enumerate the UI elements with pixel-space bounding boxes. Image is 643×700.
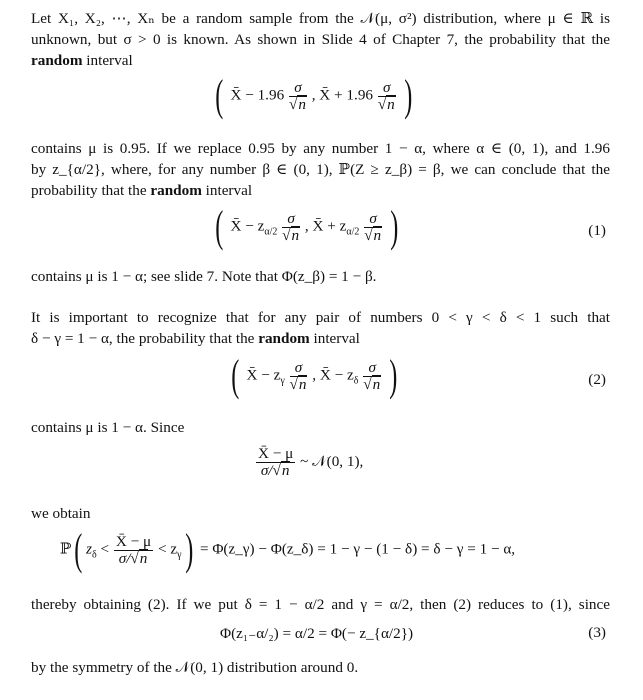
eq1-sub2: α/2 [346,226,360,238]
left-paren: ( [231,351,240,400]
prob-symbol: ℙ [60,540,72,558]
equation-tag-3: (3) [588,624,606,641]
eq2-sub2: δ [353,375,359,387]
interval-equation-2 [228,351,401,400]
eq4-lead: z [86,540,92,558]
eq1-mid: , X̄ + z [304,217,347,235]
radicand: n [291,226,300,244]
sigma-over-root-n [290,360,308,393]
para4-line-2 [31,328,610,349]
para4-line-1: It is important to recognize that for any pair of numbers 0 < γ < δ < 1 such that [31,309,610,326]
left-paren: ( [74,525,83,574]
radicand: n [387,95,395,113]
para7: thereby obtaining (2). If we put δ = 1 − α/2 and γ = α/2, then (2) reduces to (1), since [31,596,610,613]
para4-line-2-a: δ − γ = 1 − α, the probability that the [31,330,259,347]
eq1-lead: X̄ − z [230,217,265,235]
radicand: n [372,375,381,393]
para2-line-1: contains μ is 0.95. If we replace 0.95 by any number 1 − α, where α ∈ (0, 1), and 1.96 [31,140,610,157]
symmetry-equation: Φ(z₁₋α/₂) = α/2 = Φ(− z_{α/2}) [220,625,414,642]
frac-den: σ/√n [260,462,290,479]
bold-random-2: random [150,182,202,199]
radicand: n [281,462,290,479]
frac-den: √n [282,226,300,244]
para2-line-3 [31,180,610,201]
frac-num: σ [363,360,381,377]
frac-num: σ [282,211,300,228]
probability-equation [60,525,516,574]
sigma-over-root-n [289,80,307,113]
para6: we obtain [31,505,91,522]
eq2-mid: , X̄ − z [312,366,354,384]
interval-equation-1 [212,202,402,251]
eq1-sub1: α/2 [264,226,278,238]
radicand: n [373,226,382,244]
intro-line-3-rest: interval [82,52,133,69]
frac-num: X̄ − μ [115,532,152,550]
frac-den: σ/√n [118,549,148,567]
frac-num: σ [289,80,307,97]
radicand: n [139,549,148,567]
right-paren: ) [390,202,399,251]
right-paren: ) [403,71,412,120]
radicand: n [298,95,306,113]
standardized-fraction [256,446,295,479]
right-paren: ) [389,351,398,400]
eq4-lt1: < [96,540,113,558]
left-paren: ( [215,202,224,251]
bold-random-1: random [31,52,83,69]
intro-line-1: Let X₁, X₂, ⋯, Xₙ be a random sample from the 𝒩(μ, σ²) distribution, where μ ∈ ℝ is [31,10,610,27]
eq3-rhs: ~ 𝒩(0, 1), [300,452,364,470]
equation-tag-1: (1) [588,222,606,239]
eq4-sub2: γ [177,549,182,561]
frac-num: σ [378,80,396,97]
frac-num: σ [290,360,308,377]
equation-tag-2: (2) [588,371,606,388]
pivot-equation [255,446,363,479]
intro-line-2: unknown, but σ > 0 is known. As shown in Slide 4 of Chapter 7, the probability that the [31,31,610,48]
para5: contains μ is 1 − α. Since [31,419,185,436]
frac-den: √n [377,95,395,113]
frac-den: √n [288,95,306,113]
bold-random-3: random [258,330,310,347]
para3: contains μ is 1 − α; see slide 7. Note that Φ(z_β) = 1 − β. [31,268,377,285]
interval-equation-096 [212,71,415,120]
para4-line-2-b: interval [309,330,360,347]
para2-line-3-a: probability that the [31,182,151,199]
sigma-over-root-n-2 [378,80,396,113]
eq2-sub1: γ [280,375,285,387]
eq0-lead: X̄ − 1.96 [230,86,285,104]
para2-line-2: by z_{α/2}, where, for any number β ∈ (0, 1), ℙ(Z ≥ z_β) = β, we can conclude that the [31,161,610,178]
frac-den-a: σ/ [260,462,273,479]
sigma-over-root-n-2 [363,360,381,393]
frac-den: √n [289,375,307,393]
frac-den-a: σ/ [118,549,131,567]
frac-den: √n [363,375,381,393]
intro-line-3 [31,50,610,71]
eq4-rhs: = Φ(z_γ) − Φ(z_δ) = 1 − γ − (1 − δ) = δ − γ = 1 − α, [196,540,516,558]
frac-num: X̄ − μ [258,445,294,462]
standardized-fraction [114,534,153,567]
para2-line-3-b: interval [201,182,253,199]
frac-num: σ [364,211,382,228]
radicand: n [298,375,307,393]
sigma-over-root-n-2 [364,211,382,244]
sigma-over-root-n [282,211,300,244]
left-paren: ( [215,71,224,120]
eq2-lead: X̄ − z [246,366,281,384]
frac-den: √n [364,226,382,244]
eq4-sub1: δ [92,549,97,561]
para8: by the symmetry of the 𝒩(0, 1) distribution around 0. [31,659,359,676]
right-paren: ) [184,525,193,574]
eq4-lt2: < z [157,540,178,558]
eq0-mid: , X̄ + 1.96 [311,86,374,104]
